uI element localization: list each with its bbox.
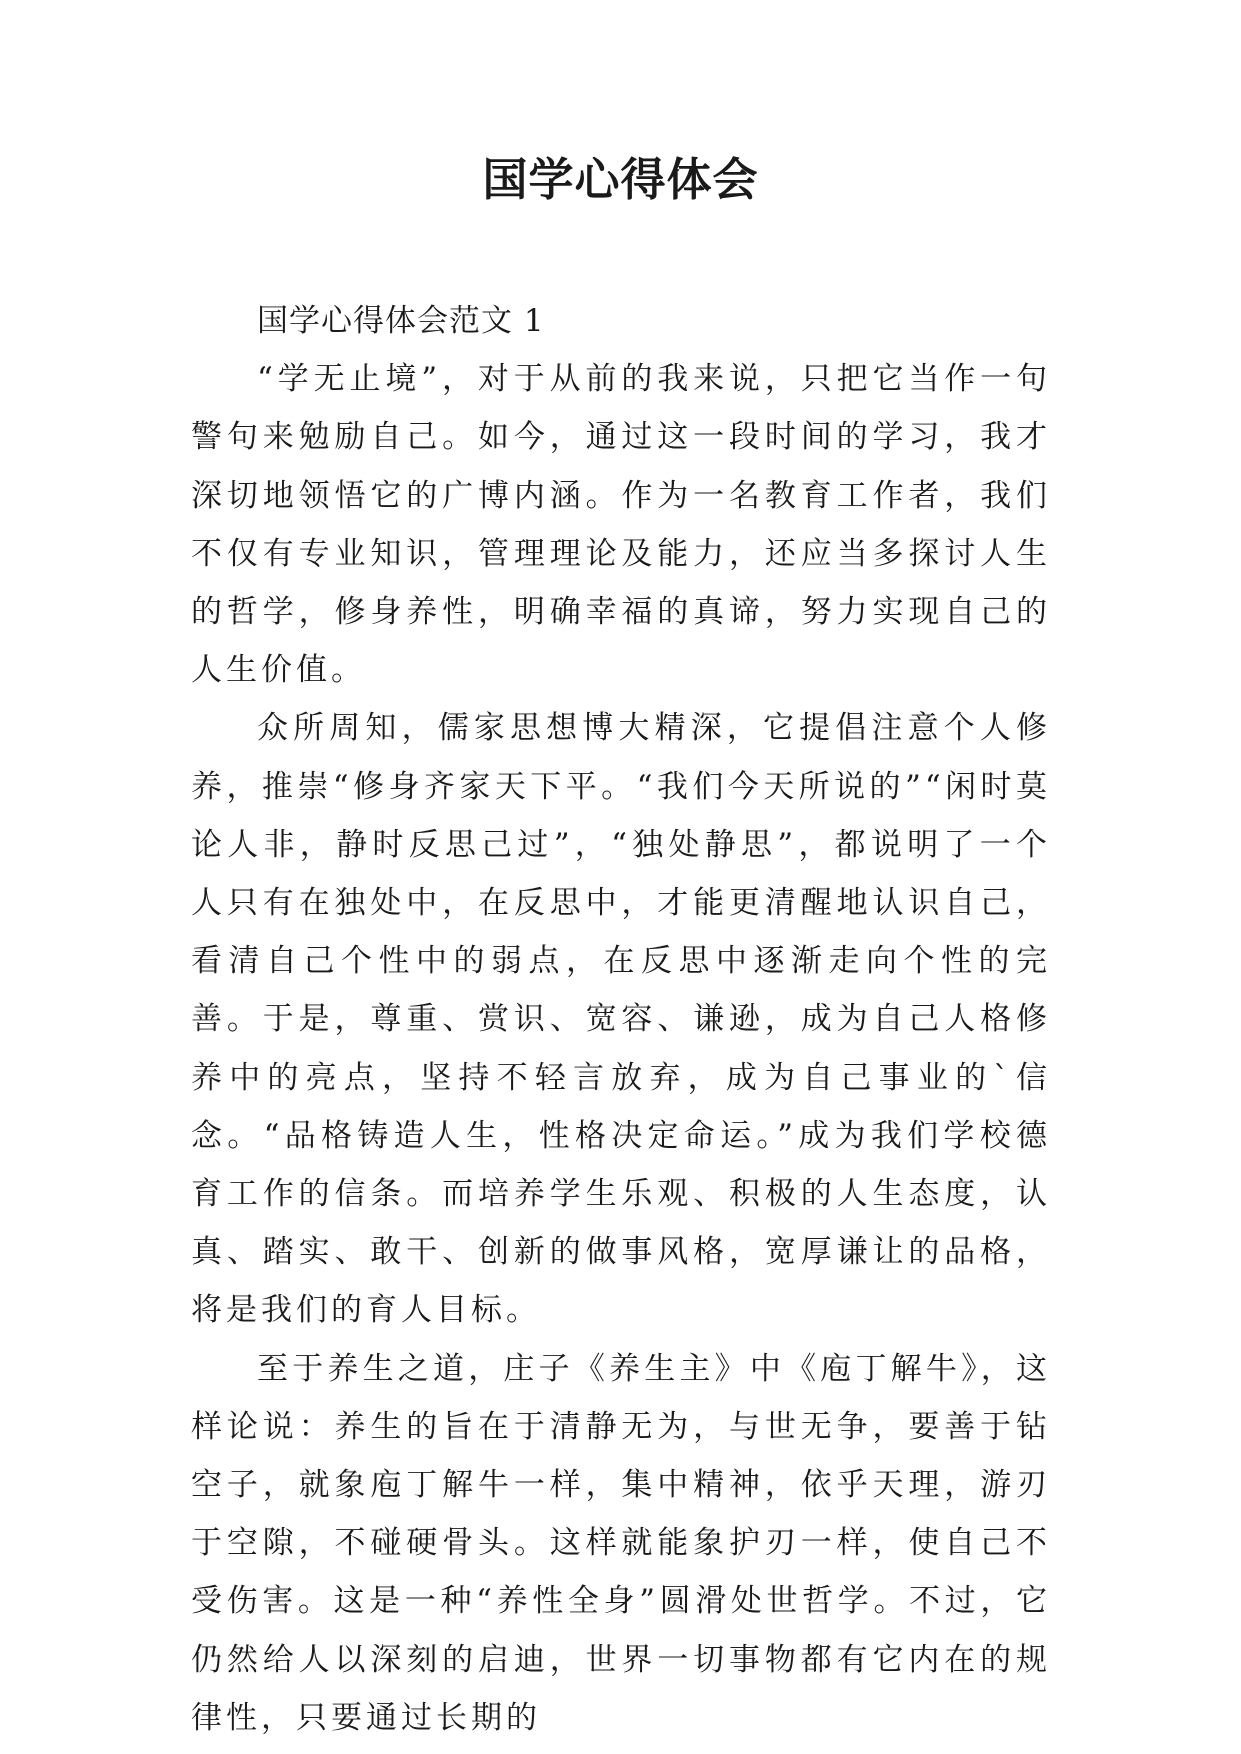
paragraph-1: “学无止境”，对于从前的我来说，只把它当作一句警句来勉励自己。如今，通过这一段时间的学习，我才深切地领悟它的广博内涵。作为一名教育工作者，我们不仅有专业知识，管理理论及能力，还应当多探讨人生的哲学，修身养性，明确幸福的真谛，努力实现自己的人生价值。 [191, 361, 1051, 689]
paragraph-2: 众所周知，儒家思想博大精深，它提倡注意个人修养，推崇“修身齐家天下平。“我们今天所说的”“闲时莫论人非，静时反思己过”，“独处静思”，都说明了一个人只有在独处中，在反思中，才能更清醒地认识自己，看清自己个性中的弱点，在反思中逐渐走向个性的完善。于是，尊重、赏识、宽容、谦逊，成为自己人格修养中的亮点，坚持不轻言放弃，成为自己事业的`信念。“品格铸造人生，性格决定命运。”成为我们学校德育工作的信条。而培养学生乐观、积极的人生态度，认真、踏实、敢干、创新的做事风格，宽厚谦让的品格，将是我们的育人目标。 [191, 710, 1051, 1329]
document-title: 国学心得体会 [482, 153, 759, 206]
essay-subtitle: 国学心得体会范文 1 [257, 303, 545, 339]
paragraph-3: 至于养生之道，庄子《养生主》中《庖丁解牛》，这样论说：养生的旨在于清静无为，与世无争，要善于钻空子，就象庖丁解牛一样，集中精神，依乎天理，游刃于空隙，不碰硬骨头。这样就能象护刃一样，使自己不受伤害。这是一种“养性全身”圆滑处世哲学。不过，它仍然给人以深刻的启迪，世界一切事物都有它内在的规律性，只要通过长期的 [191, 1350, 1051, 1736]
document-body [191, 292, 1051, 1747]
